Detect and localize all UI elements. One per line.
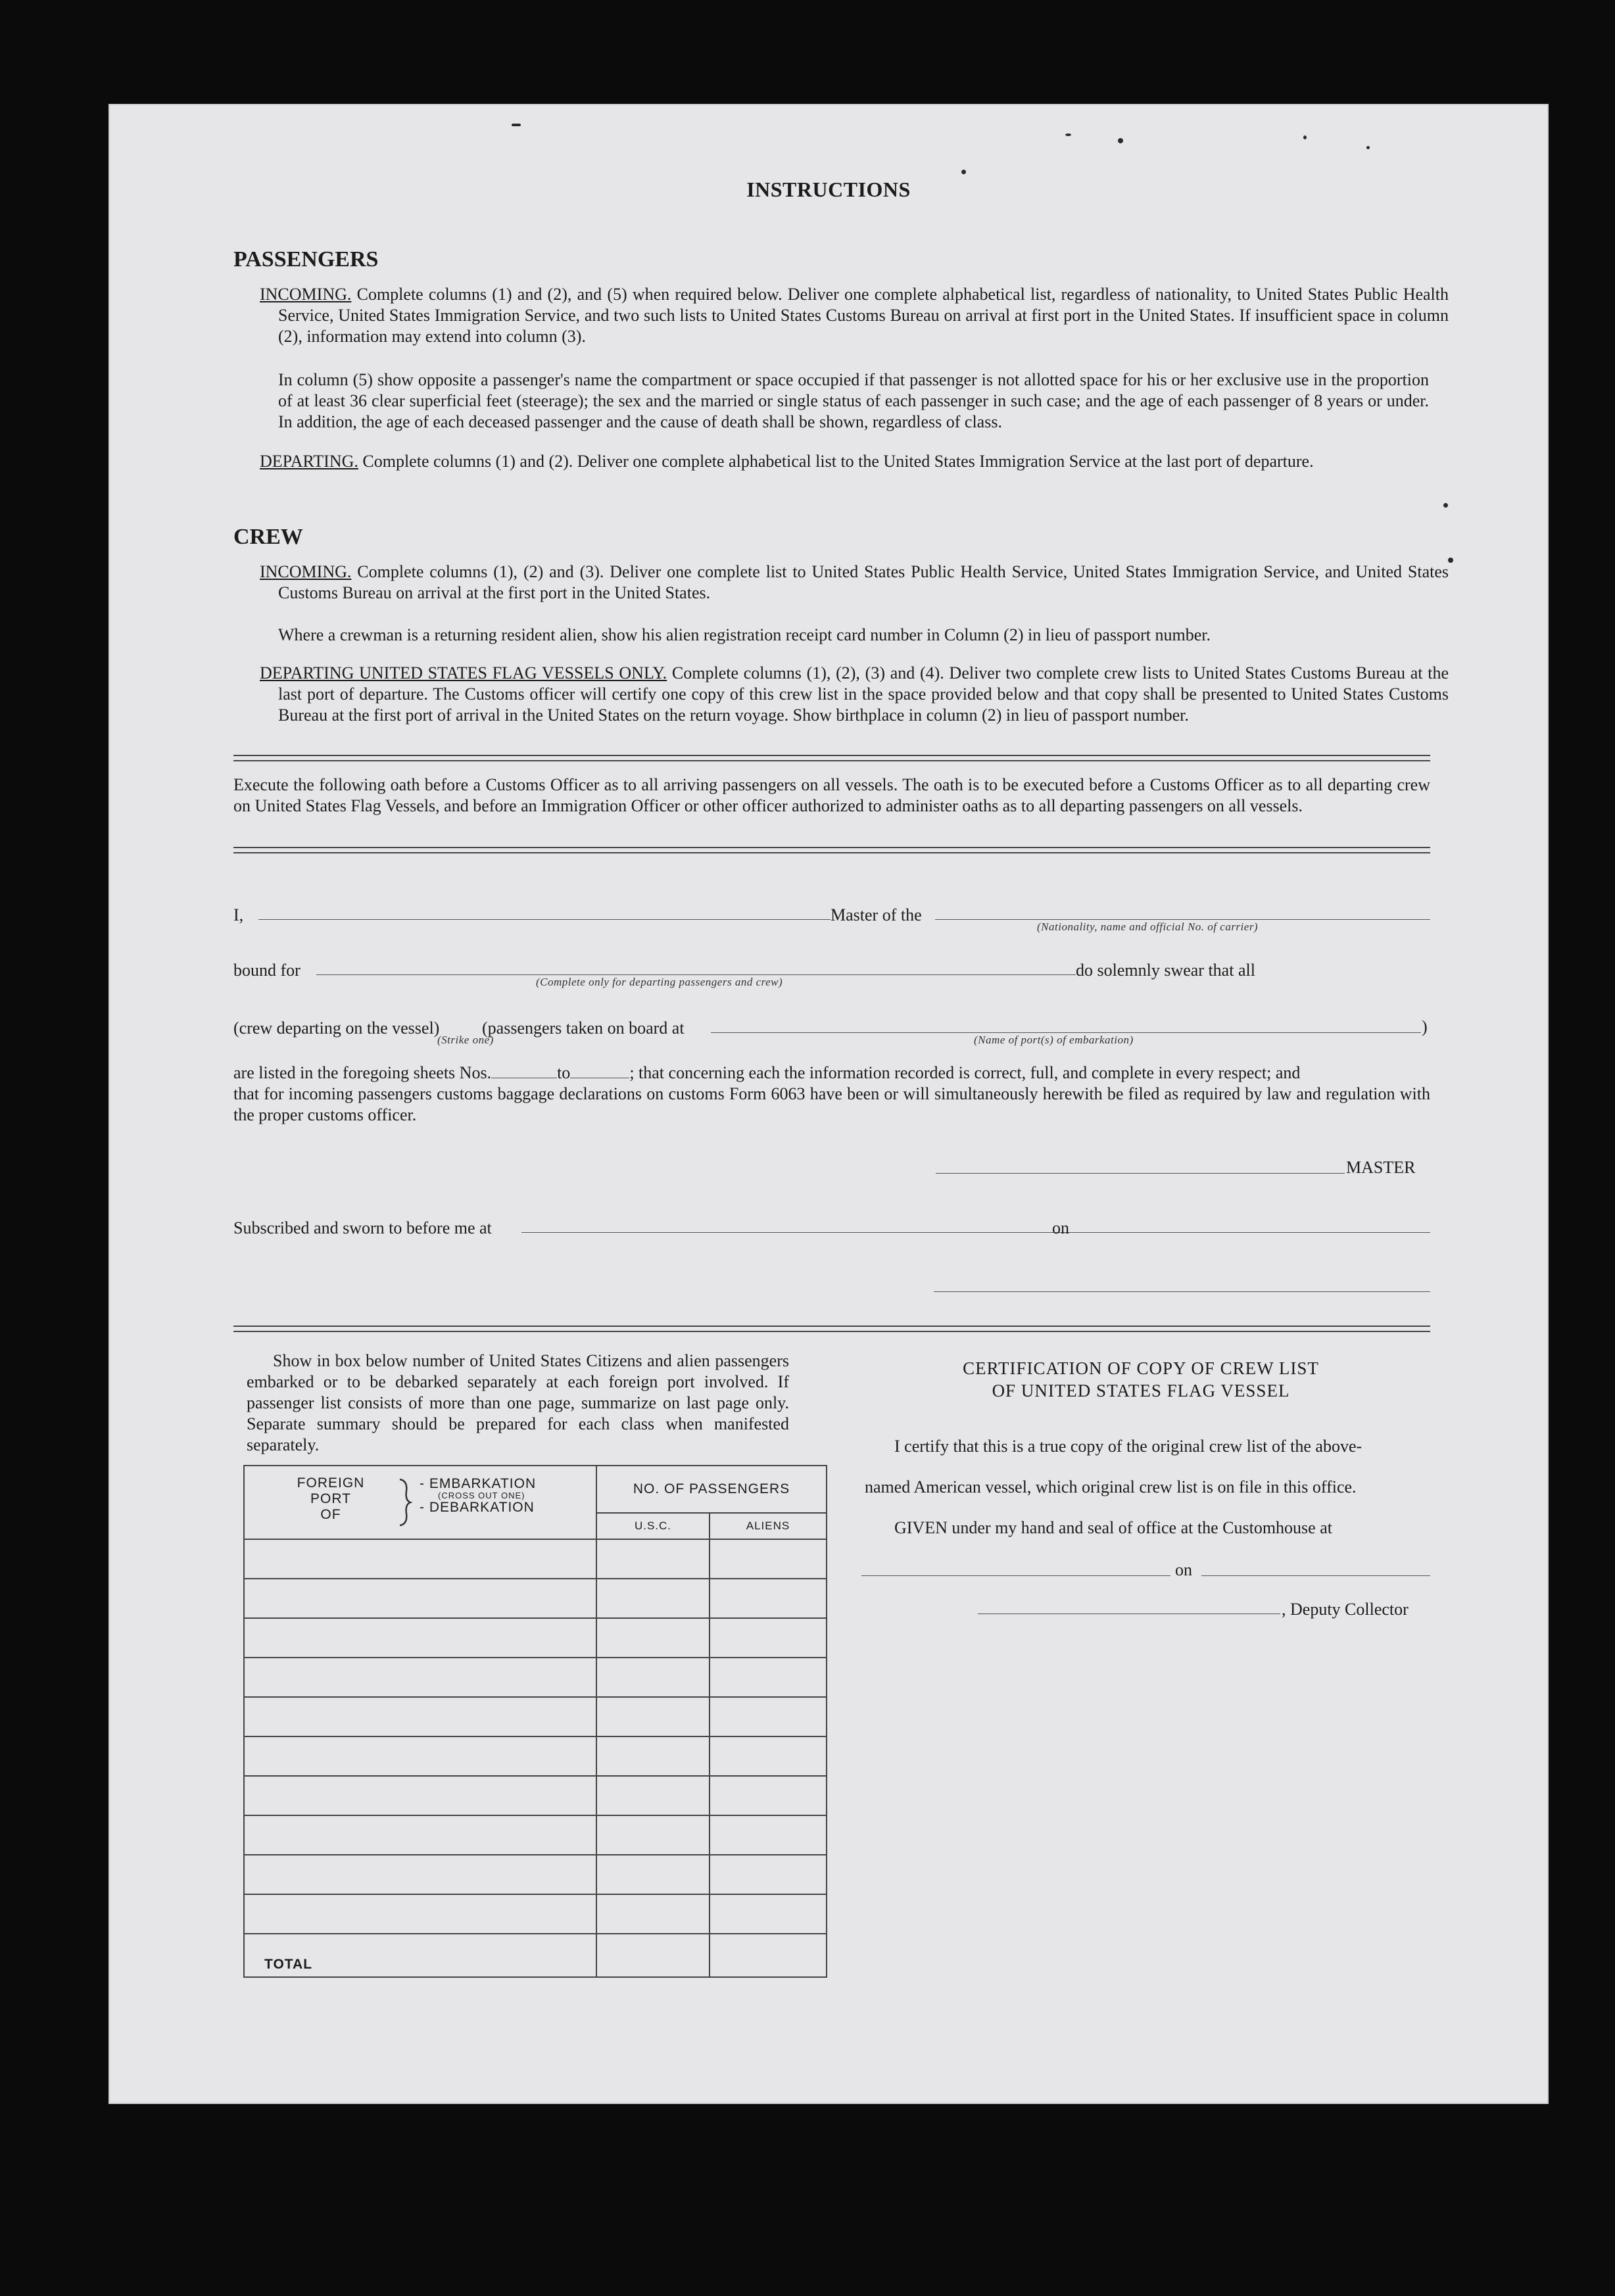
table-row [244, 1697, 827, 1736]
usc-header: U.S.C. [596, 1513, 710, 1539]
crew-departing-option: (crew departing on the vessel) [233, 1018, 440, 1038]
sheet-to-line[interactable] [570, 1064, 629, 1078]
carrier-line[interactable] [935, 919, 1430, 920]
crew-incoming-text: Complete columns (1), (2) and (3). Deliver one complete list to United States Public Health Service, United States Immigration Service, and United States Customs Bureau on arrival at the first port in the United States. [278, 562, 1449, 602]
close-paren: ) [1422, 1017, 1428, 1036]
port-label: PORT [310, 1491, 351, 1506]
master-signature-line[interactable] [936, 1173, 1345, 1174]
passenger-summary-table [243, 1465, 827, 1978]
brace-icon [397, 1478, 413, 1527]
dust-speck [1065, 133, 1071, 136]
departing-text: Complete columns (1) and (2). Deliver one complete alphabetical list to the United States Immigration Service at the last port of departure. [362, 452, 1314, 471]
sheets-pre: are listed in the foregoing sheets Nos. [233, 1063, 492, 1082]
table-row [244, 1539, 827, 1579]
crew-incoming-label: INCOMING. [260, 562, 352, 581]
oath-i: I, [233, 905, 244, 924]
embarkation-caption: (Name of port(s) of embarkation) [974, 1034, 1134, 1046]
customhouse-line[interactable] [861, 1575, 1170, 1576]
master-name-line[interactable] [258, 919, 831, 920]
passengers-heading: PASSENGERS [233, 247, 379, 272]
aliens-cell[interactable] [710, 1736, 827, 1776]
total-row [244, 1934, 827, 1977]
certification-heading-2: OF UNITED STATES FLAG VESSEL [992, 1381, 1290, 1400]
usc-cell[interactable] [596, 1776, 710, 1815]
aliens-cell[interactable] [710, 1658, 827, 1697]
table-row [244, 1776, 827, 1815]
usc-cell[interactable] [596, 1579, 710, 1618]
certify-on: on [1175, 1560, 1192, 1579]
aliens-cell[interactable] [710, 1539, 827, 1579]
port-cell[interactable] [244, 1815, 596, 1855]
usc-total-cell[interactable] [596, 1934, 710, 1977]
dust-speck [1118, 138, 1123, 143]
passengers-taken-option: (passengers taken on board at [482, 1018, 685, 1038]
aliens-cell[interactable] [710, 1618, 827, 1658]
certify-line-2: named American vessel, which original crew list is on file in this office. [865, 1477, 1357, 1496]
usc-cell[interactable] [596, 1697, 710, 1736]
table-row [244, 1855, 827, 1894]
oath-instruction: Execute the following oath before a Customs Officer as to all arriving passengers on all vessels. The oath is to be executed before a Customs Officer as to all departing crew on United States Flag Vessels, and before an Immigration Officer or other officer authorized to administer oaths as to all departing passengers on all vessels. [233, 775, 1430, 815]
certification-heading-1: CERTIFICATION OF COPY OF CREW LIST [963, 1358, 1319, 1378]
port-cell[interactable] [244, 1697, 596, 1736]
passengers-departing-paragraph [260, 451, 1449, 472]
port-cell[interactable] [244, 1894, 596, 1934]
summary-instruction: Show in box below number of United States Citizens and alien passengers embarked or to be debarked separately at each foreign port involved. If passenger list consists of more than one page, summarize on last page only. Separate summary should be prepared for each class when manifested separately. [247, 1351, 789, 1454]
certify-line-3: GIVEN under my hand and seal of office at the Customhouse at [894, 1518, 1332, 1537]
crew-departing-paragraph [260, 663, 1449, 726]
dust-speck [512, 124, 521, 126]
strike-one-caption: (Strike one) [437, 1034, 494, 1046]
sheet-from-line[interactable] [491, 1064, 557, 1078]
usc-cell[interactable] [596, 1815, 710, 1855]
double-rule [233, 1326, 1430, 1332]
table-row [244, 1579, 827, 1618]
certify-date-line[interactable] [1201, 1575, 1430, 1576]
aliens-cell[interactable] [710, 1894, 827, 1934]
subscribed-date-line[interactable] [1078, 1232, 1430, 1233]
solemnly-swear-text: do solemnly swear that all [1076, 961, 1255, 980]
crew-incoming-paragraph [260, 562, 1449, 604]
port-cell[interactable] [244, 1855, 596, 1894]
port-cell[interactable] [244, 1658, 596, 1697]
of-label: OF [320, 1507, 341, 1522]
dust-speck [1448, 558, 1453, 563]
subscribed-text: Subscribed and sworn to before me at [233, 1218, 492, 1237]
aliens-cell[interactable] [710, 1579, 827, 1618]
crew-departing-label: DEPARTING UNITED STATES FLAG VESSELS ONLY. [260, 663, 667, 682]
table-row [244, 1815, 827, 1855]
port-cell[interactable] [244, 1618, 596, 1658]
aliens-cell[interactable] [710, 1776, 827, 1815]
usc-cell[interactable] [596, 1855, 710, 1894]
port-cell[interactable] [244, 1736, 596, 1776]
no-passengers-header: NO. OF PASSENGERS [596, 1466, 827, 1513]
sheets-paragraph [233, 1063, 1430, 1126]
page-title: INSTRUCTIONS [746, 178, 911, 201]
total-label: TOTAL [244, 1934, 596, 1977]
table-row [244, 1658, 827, 1697]
table-row [244, 1618, 827, 1658]
foreign-port-of [288, 1475, 374, 1523]
usc-cell[interactable] [596, 1736, 710, 1776]
aliens-cell[interactable] [710, 1855, 827, 1894]
usc-cell[interactable] [596, 1894, 710, 1934]
officer-signature-line[interactable] [934, 1291, 1430, 1292]
deputy-collector-label: , Deputy Collector [1282, 1600, 1409, 1619]
port-cell[interactable] [244, 1776, 596, 1815]
form-sheet [108, 104, 1549, 2104]
master-of-the-text: Master of the [831, 905, 922, 924]
cross-out-note: (CROSS OUT ONE) [438, 1491, 525, 1500]
sheets-line [233, 1063, 1430, 1084]
aliens-header: ALIENS [710, 1513, 827, 1539]
table-row [244, 1894, 827, 1934]
debarkation-option[interactable]: - DEBARKATION [420, 1500, 535, 1515]
double-rule [233, 755, 1430, 761]
master-label: MASTER [1346, 1158, 1416, 1177]
bound-caption: (Complete only for departing passengers and crew) [536, 976, 783, 988]
foreign-label: FOREIGN [297, 1475, 365, 1491]
aliens-cell[interactable] [710, 1697, 827, 1736]
dust-speck [961, 170, 966, 174]
certification-heading [852, 1357, 1430, 1402]
subscribed-on: on [1052, 1218, 1069, 1237]
aliens-total-cell[interactable] [710, 1934, 827, 1977]
certify-line-1: I certify that this is a true copy of the original crew list of the above- [894, 1437, 1362, 1456]
carrier-caption: (Nationality, name and official No. of carrier) [1037, 921, 1259, 933]
departing-label: DEPARTING. [260, 452, 358, 471]
sheets-to: to [557, 1063, 571, 1082]
column5-paragraph: In column (5) show opposite a passenger's name the compartment or space occupied if that passenger is not allotted space for his or her exclusive use in the proportion of at least 36 clear superficial feet (steerage); the sex and the married or single status of each passenger in such case; and the age of each passenger of 8 years or under. In addition, the age of each deceased passenger and the cause of death shall be shown, regardless of class. [278, 370, 1429, 431]
resident-alien-paragraph: Where a crewman is a returning resident alien, show his alien registration receipt card number in Column (2) in lieu of passport number. [278, 625, 1211, 644]
bound-for-line[interactable] [316, 974, 1076, 975]
port-cell[interactable] [244, 1579, 596, 1618]
usc-cell[interactable] [596, 1539, 710, 1579]
embarkation-option[interactable]: - EMBARKATION [420, 1476, 537, 1491]
double-rule [233, 847, 1430, 853]
table-row [244, 1736, 827, 1776]
sheets-rest: that for incoming passengers customs baggage declarations on customs Form 6063 have been or will simultaneously herewith be filed as required by law and regulation with the proper customs officer. [233, 1084, 1430, 1124]
port-cell[interactable] [244, 1539, 596, 1579]
usc-cell[interactable] [596, 1618, 710, 1658]
incoming-label: INCOMING. [260, 285, 352, 304]
incoming-text: Complete columns (1) and (2), and (5) when required below. Deliver one complete alphabetical list, regardless of nationality, to United States Public Health Service, United States Immigration Service, and two such lists to United States Customs Bureau on arrival at first port in the United States. If insufficient space in column (2), information may extend into column (3). [278, 285, 1449, 346]
usc-cell[interactable] [596, 1658, 710, 1697]
crew-heading: CREW [233, 525, 303, 549]
dust-speck [1443, 503, 1448, 508]
dust-speck [1303, 135, 1307, 139]
port-header-cell [244, 1466, 596, 1539]
aliens-cell[interactable] [710, 1815, 827, 1855]
passengers-incoming-paragraph [260, 284, 1449, 347]
bound-for-text: bound for [233, 961, 301, 980]
embark-debark-labels [420, 1477, 536, 1515]
dust-speck [1366, 146, 1370, 149]
crew-departing-text: Complete columns (1), (2), (3) and (4). Deliver two complete crew lists to United States Customs Bureau at the last port of departure. The Customs officer will certify one copy of this crew list in the space provided below and that copy shall be presented to United States Customs Bureau at the first port of arrival in the United States on the return voyage. Show birthplace in column (2) in lieu of passport number. [278, 663, 1449, 725]
embarkation-port-line[interactable] [711, 1032, 1421, 1033]
sheets-post: ; that concerning each the information recorded is correct, full, and complete in every respect; and [629, 1063, 1301, 1082]
